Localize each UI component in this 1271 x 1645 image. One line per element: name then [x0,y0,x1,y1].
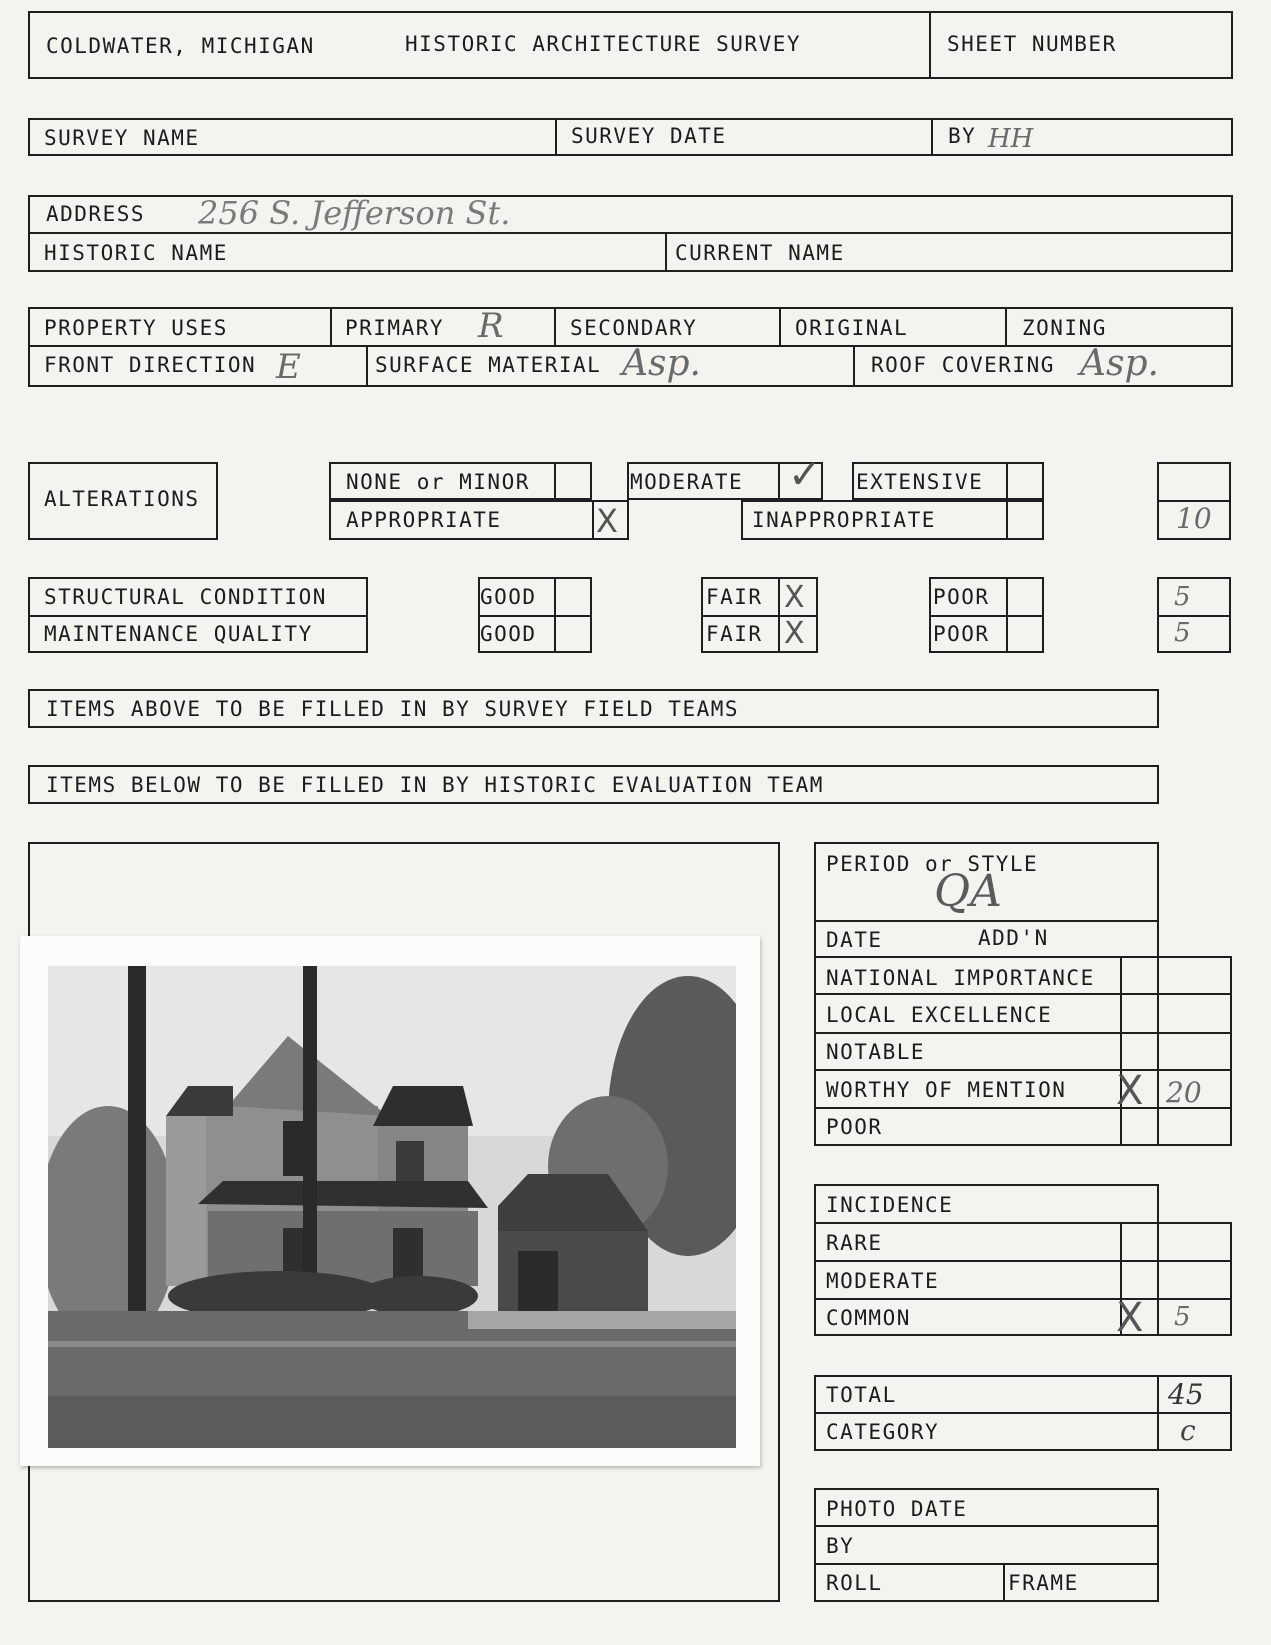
importance-row-3 [814,1069,1232,1071]
photo-info-row-1 [814,1525,1159,1527]
extensive-check-divider [1006,462,1008,500]
photo-print [20,936,760,1466]
maintenance-poor-label: POOR [933,622,990,646]
moderate-check-divider [778,462,780,500]
surface-material-value: Asp. [622,343,701,384]
roof-covering-value: Asp. [1080,343,1159,384]
survey-by-value: HH [988,124,1034,154]
incidence-col-2 [1157,1222,1159,1336]
original-label: ORIGINAL [795,316,909,340]
house-photo [48,966,736,1448]
sheet-number-label: SHEET NUMBER [947,32,1117,56]
importance-row-1 [814,993,1232,995]
inappropriate-label: INAPPROPRIATE [752,508,936,532]
good-divider [478,615,592,617]
fair-check-divider [778,577,780,653]
primary-label: PRIMARY [345,316,445,340]
survey-divider-1 [555,118,557,156]
common-score: 5 [1174,1302,1191,1332]
importance-col-1 [1120,956,1122,1146]
zoning-label: ZONING [1022,316,1107,340]
period-style-value: QA [934,866,1002,917]
alterations-label: ALTERATIONS [44,487,200,511]
survey-date-label: SURVEY DATE [571,124,727,148]
structural-score: 5 [1174,582,1191,612]
survey-name-label: SURVEY NAME [44,126,200,150]
structural-condition-label: STRUCTURAL CONDITION [44,585,327,609]
property-col-1 [330,307,332,345]
below-note: ITEMS BELOW TO BE FILLED IN BY HISTORIC EVALUATION TEAM [46,773,824,797]
address-label: ADDRESS [46,202,146,226]
local-excellence-label: LOCAL EXCELLENCE [826,1003,1053,1027]
photo-date-label: PHOTO DATE [826,1497,968,1521]
worthy-score: 20 [1166,1076,1202,1109]
date-label: DATE [826,928,883,952]
maintenance-fair-label: FAIR [706,622,763,646]
incidence-row-1 [814,1260,1232,1262]
frame-label: FRAME [1008,1571,1079,1595]
totals-row [814,1412,1232,1414]
property-col-4 [1005,307,1007,345]
moderate-check-mark: ✓ [788,452,822,498]
property-col-2 [554,307,556,345]
form-title: HISTORIC ARCHITECTURE SURVEY [405,32,802,56]
category-value: c [1180,1414,1196,1447]
primary-value: R [478,306,504,346]
date-divider [814,920,1159,922]
common-mark: X [1116,1295,1144,1341]
property-col-5 [366,345,368,387]
maintenance-good-label: GOOD [480,622,537,646]
structural-fair-mark: X [784,580,805,615]
roll-label: ROLL [826,1571,883,1595]
photo-by-label: BY [826,1534,855,1558]
condition-score-divider [1157,615,1231,617]
house-photo-drawing [48,966,736,1448]
date-value: ADD'N [978,926,1049,950]
header-divider [929,11,931,79]
appropriate-label: APPROPRIATE [346,508,502,532]
moderate-label: MODERATE [630,470,744,494]
survey-by-label: BY [948,124,977,148]
address-divider [28,232,1233,234]
survey-divider-2 [931,118,933,156]
above-note: ITEMS ABOVE TO BE FILLED IN BY SURVEY FIELD TEAMS [46,697,740,721]
secondary-label: SECONDARY [570,316,698,340]
national-importance-label: NATIONAL IMPORTANCE [826,966,1095,990]
none-minor-check-divider [554,462,556,500]
surface-material-label: SURFACE MATERIAL [375,353,602,377]
incidence-label: INCIDENCE [826,1193,954,1217]
structural-fair-label: FAIR [706,585,763,609]
alterations-score: 10 [1176,502,1212,535]
city-label: COLDWATER, MICHIGAN [46,34,315,58]
importance-col-2 [1157,956,1159,1146]
total-value: 45 [1168,1378,1204,1411]
poor-divider [929,615,1044,617]
importance-row-2 [814,1032,1232,1034]
inappropriate-check-divider [1006,500,1008,540]
incidence-row-2 [814,1298,1232,1300]
structural-poor-label: POOR [933,585,990,609]
front-direction-value: E [276,347,301,387]
notable-label: NOTABLE [826,1040,926,1064]
property-col-6 [853,345,855,387]
photo-info-row-2 [814,1563,1159,1565]
poor-check-divider [1006,577,1008,653]
worthy-of-mention-label: WORTHY OF MENTION [826,1078,1067,1102]
property-uses-label: PROPERTY USES [44,316,228,340]
historic-name-label: HISTORIC NAME [44,241,228,265]
none-minor-label: NONE or MINOR [346,470,530,494]
front-direction-label: FRONT DIRECTION [44,353,257,377]
good-check-divider [554,577,556,653]
period-style-label: PERIOD or STYLE [826,852,1039,876]
maintenance-fair-mark: X [784,616,805,651]
maintenance-score: 5 [1174,618,1191,648]
maintenance-quality-label: MAINTENANCE QUALITY [44,622,313,646]
property-col-3 [779,307,781,345]
address-value: 256 S. Jefferson St. [198,194,511,232]
current-name-label: CURRENT NAME [675,241,845,265]
extensive-label: EXTENSIVE [856,470,984,494]
structural-good-label: GOOD [480,585,537,609]
photo-info-col [1003,1563,1005,1602]
poor-rating-label: POOR [826,1115,883,1139]
category-label: CATEGORY [826,1420,940,1444]
roof-covering-label: ROOF COVERING [871,353,1055,377]
appropriate-check-divider [592,500,594,540]
total-label: TOTAL [826,1383,897,1407]
worthy-mark: X [1116,1068,1144,1114]
appropriate-mark: X [596,502,618,540]
current-name-divider [665,232,667,272]
common-label: COMMON [826,1306,911,1330]
incidence-moderate-label: MODERATE [826,1269,940,1293]
rare-label: RARE [826,1231,883,1255]
condition-label-divider [28,615,368,617]
